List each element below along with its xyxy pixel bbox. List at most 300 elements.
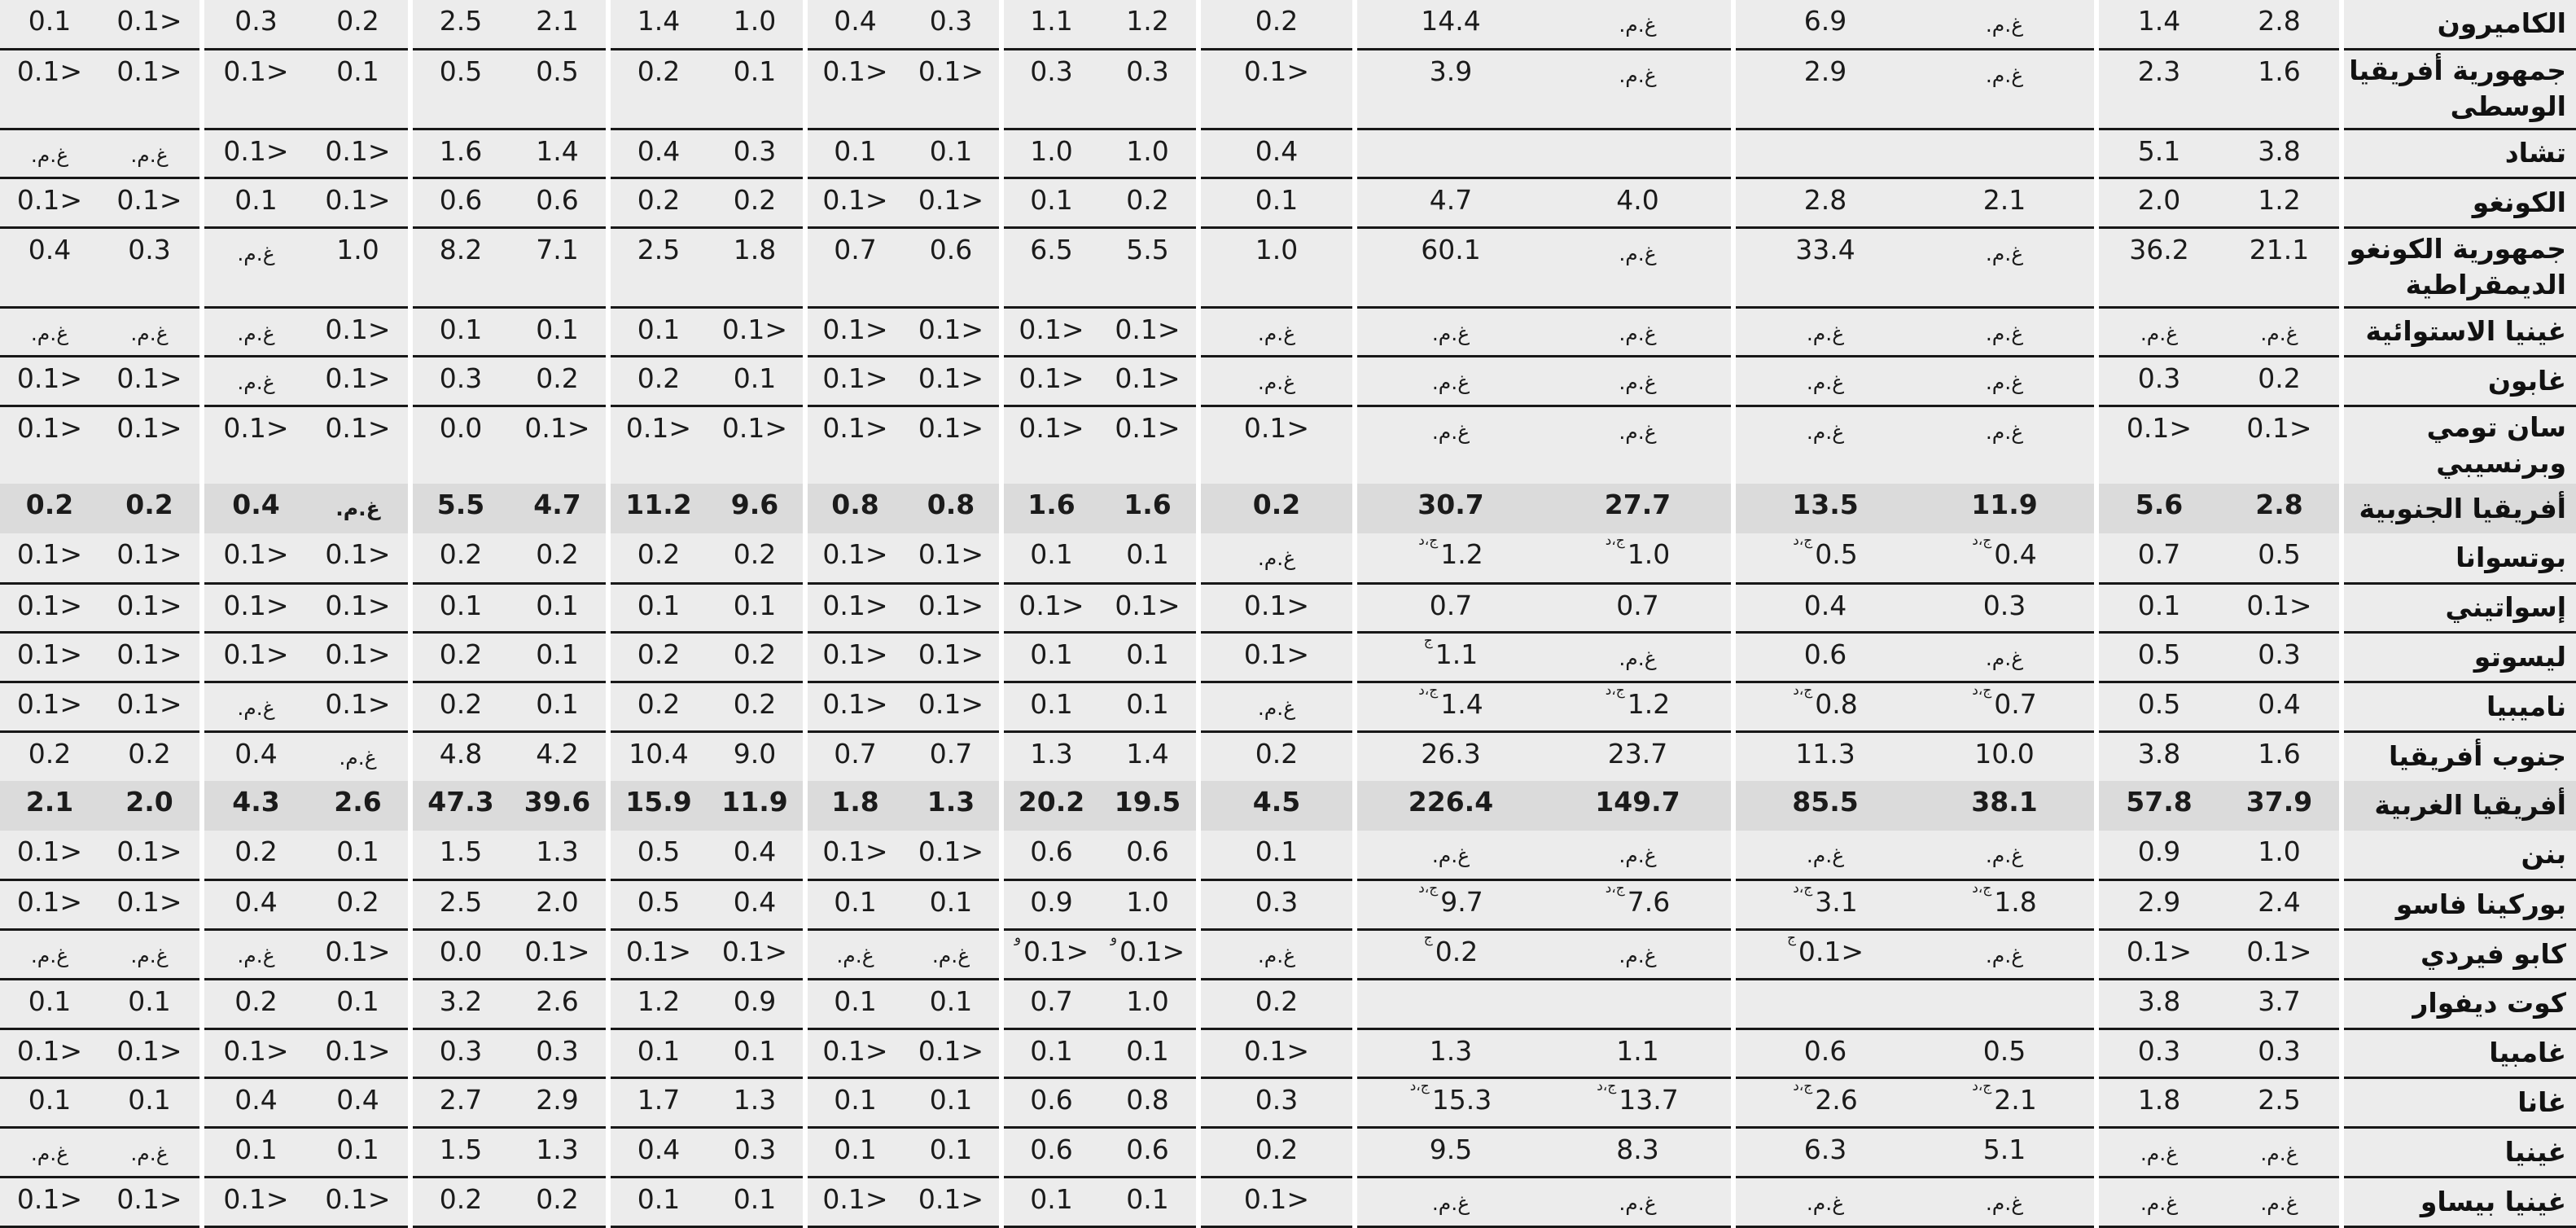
- footnote-mark: ج: [1786, 930, 1796, 946]
- table-cell: [1915, 406, 2094, 485]
- cell-value: 0.1: [2137, 589, 2181, 621]
- table-cell: [611, 831, 707, 880]
- table-cell: [2099, 129, 2219, 178]
- cell-value: 0.1: [929, 985, 973, 1017]
- row-header-country: أفريقيا الجنوبية: [2344, 484, 2576, 533]
- cell-value: 0.4: [637, 1134, 681, 1166]
- table-cell: [99, 781, 199, 831]
- cell-value: 2.8: [2258, 5, 2301, 37]
- cell-value: 0.1: [336, 835, 379, 867]
- cell-value: 0.1>: [524, 936, 590, 967]
- table-cell: [808, 484, 903, 533]
- cell-value: 0.5: [2137, 638, 2181, 671]
- table-cell: [1357, 880, 1544, 930]
- cell-value: 0.9: [2137, 835, 2181, 867]
- cell-value: 0.1>: [223, 589, 289, 621]
- cell-value: غ.م.: [2260, 1142, 2298, 1166]
- table-cell: [611, 583, 707, 633]
- table-cell: [1099, 484, 1196, 533]
- table-cell: [509, 406, 606, 485]
- table-cell: [1544, 583, 1731, 633]
- table-cell: [509, 357, 606, 406]
- table-cell: [308, 930, 408, 980]
- cell-value: 0.1>: [822, 184, 888, 217]
- table-cell: [808, 1177, 903, 1226]
- table-row: [0, 731, 2576, 781]
- table-cell: [2099, 731, 2219, 781]
- cell-value: 7.1: [536, 234, 579, 266]
- footnote-mark: ج،د: [1409, 1078, 1430, 1095]
- table-cell: [413, 484, 509, 533]
- table-cell: [1004, 979, 1099, 1028]
- cell-value: 2.3: [2137, 55, 2181, 88]
- cell-value: 3.1: [1815, 886, 1858, 919]
- cell-value: 2.7: [439, 1084, 483, 1116]
- cell-value: 0.1>: [1115, 362, 1181, 395]
- cell-value: 2.0: [536, 886, 579, 919]
- table-cell: [509, 682, 606, 732]
- cell-value: 0.6: [1126, 1134, 1169, 1166]
- table-cell: [99, 1028, 199, 1078]
- table-cell: [1201, 1028, 1352, 1078]
- table-cell: [204, 583, 308, 633]
- cell-value: 0.1: [1255, 835, 1299, 867]
- table-cell: [1357, 682, 1544, 732]
- table-cell: [308, 50, 408, 129]
- table-cell: [1201, 1078, 1352, 1128]
- footnote-mark: و: [1110, 930, 1118, 946]
- table-cell: [509, 930, 606, 980]
- cell-value: 0.2: [439, 538, 483, 571]
- cell-value: 0.1>: [223, 55, 289, 88]
- cell-value: غ.م.: [2260, 1191, 2298, 1215]
- cell-value: 0.1: [1030, 538, 1073, 571]
- cell-value: 0.5: [637, 835, 681, 867]
- cell-value: 0.1>: [918, 835, 984, 867]
- row-header-country: إسواتيني: [2344, 583, 2576, 633]
- table-cell: [0, 1128, 99, 1178]
- footnote-mark: ج،د: [1793, 880, 1813, 897]
- cell-value: 9.5: [1429, 1134, 1473, 1166]
- table-cell: [2219, 228, 2339, 307]
- table-row: [0, 50, 2576, 129]
- cell-value: غ.م.: [1619, 1191, 1657, 1215]
- table-cell: [1544, 406, 1731, 485]
- table-cell: [707, 0, 803, 50]
- table-row: [0, 1128, 2576, 1178]
- table-cell: [1201, 1128, 1352, 1178]
- table-cell: [204, 357, 308, 406]
- cell-value: 0.1>: [1115, 412, 1181, 445]
- cell-value: 0.1: [1255, 184, 1299, 217]
- row-header-country: جمهورية أفريقيا الوسطى: [2344, 50, 2576, 129]
- row-header-country: جمهورية الكونغو الديمقراطية: [2344, 228, 2576, 307]
- table-cell: [1544, 731, 1731, 781]
- cell-value: غ.م.: [1619, 321, 1657, 345]
- table-cell: [611, 1128, 707, 1178]
- table-cell: [1004, 930, 1099, 980]
- cell-value: 0.6: [1030, 1084, 1073, 1116]
- table-cell: [2219, 979, 2339, 1028]
- cell-value: 0.2: [733, 184, 777, 217]
- table-cell: [808, 831, 903, 880]
- cell-value: 0.8: [1815, 688, 1858, 721]
- table-cell: [808, 880, 903, 930]
- cell-value: 3.8: [2137, 985, 2181, 1017]
- cell-value: 4.2: [536, 737, 579, 770]
- cell-value: 0.1>: [918, 538, 984, 571]
- table-cell: [308, 880, 408, 930]
- cell-value: 10.0: [1974, 737, 2035, 770]
- cell-value: 0.2: [1435, 936, 1479, 967]
- table-cell: [1004, 357, 1099, 406]
- cell-value: 0.1>: [223, 638, 289, 671]
- cell-value: 1.0: [1627, 538, 1671, 571]
- table-cell: [2219, 930, 2339, 980]
- cell-value: 2.8: [2255, 489, 2303, 521]
- cell-value: 0.1>: [16, 1034, 83, 1067]
- cell-value: 0.2: [536, 362, 579, 395]
- cell-value: 1.3: [536, 1134, 579, 1166]
- cell-value: 4.5: [1252, 786, 1301, 818]
- table-cell: [1357, 406, 1544, 485]
- cell-value: 2.9: [2137, 886, 2181, 919]
- cell-value: 2.8: [1803, 184, 1847, 217]
- table-cell: [1201, 633, 1352, 682]
- cell-value: 0.9: [1030, 886, 1073, 919]
- cell-value: 0.1>: [16, 538, 83, 571]
- table-cell: [707, 1028, 803, 1078]
- table-cell: [2219, 50, 2339, 129]
- cell-value: غ.م.: [1985, 13, 2024, 37]
- cell-value: 1.2: [1440, 538, 1483, 571]
- cell-value: 0.0: [439, 412, 483, 445]
- table-cell: [413, 979, 509, 1028]
- cell-value: غ.م.: [931, 944, 970, 967]
- cell-value: غ.م.: [1985, 647, 2024, 671]
- table-cell: [1201, 979, 1352, 1028]
- table-cell: [611, 979, 707, 1028]
- table-cell: [308, 228, 408, 307]
- table-cell: [1004, 0, 1099, 50]
- table-cell: [611, 357, 707, 406]
- cell-value: 1.0: [1030, 134, 1073, 167]
- cell-value: غ.م.: [130, 143, 169, 167]
- table-cell: [1736, 406, 1915, 485]
- cell-value: غ.م.: [1619, 843, 1657, 867]
- table-cell: [1099, 0, 1196, 50]
- cell-value: 0.1>: [918, 1034, 984, 1067]
- cell-value: 1.3: [536, 835, 579, 867]
- cell-value: 0.7: [1030, 985, 1073, 1017]
- table-cell: [2099, 1177, 2219, 1226]
- table-cell: [99, 0, 199, 50]
- cell-value: 2.9: [1803, 55, 1847, 88]
- table-cell: [308, 633, 408, 682]
- cell-value: 0.1: [1030, 638, 1073, 671]
- table-cell: [509, 781, 606, 831]
- cell-value: 0.2: [234, 835, 278, 867]
- table-cell: [204, 1028, 308, 1078]
- cell-value: غ.م.: [130, 321, 169, 345]
- cell-value: 1.8: [831, 786, 879, 818]
- cell-value: 0.1>: [822, 835, 888, 867]
- table-cell: [308, 781, 408, 831]
- table-cell: [99, 930, 199, 980]
- cell-value: 9.6: [730, 489, 779, 521]
- table-cell: [1201, 831, 1352, 880]
- cell-value: 0.3: [929, 5, 973, 37]
- table-cell: [1915, 484, 2094, 533]
- table-cell: [903, 50, 999, 129]
- cell-value: 0.1>: [16, 638, 83, 671]
- table-cell: [204, 307, 308, 357]
- cell-value: 0.2: [1255, 5, 1299, 37]
- cell-value: 0.4: [234, 1084, 278, 1116]
- table-row: [0, 781, 2576, 831]
- cell-value: غ.م.: [1985, 321, 2024, 345]
- cell-value: 0.4: [232, 489, 280, 521]
- cell-value: 0.3: [2137, 1034, 2181, 1067]
- cell-value: 0.1>: [116, 55, 182, 88]
- table-cell: [1736, 633, 1915, 682]
- table-cell: [903, 228, 999, 307]
- cell-value: 0.1: [336, 1134, 379, 1166]
- cell-value: 0.1: [637, 1182, 681, 1215]
- table-cell: [808, 583, 903, 633]
- table-cell: [99, 228, 199, 307]
- cell-value: غ.م.: [130, 1142, 169, 1166]
- cell-value: 0.1>: [2126, 412, 2193, 445]
- cell-value: 2.5: [637, 234, 681, 266]
- table-row: [0, 0, 2576, 50]
- table-cell: [707, 533, 803, 583]
- cell-value: 0.1: [834, 985, 877, 1017]
- table-cell: [1099, 633, 1196, 682]
- table-cell: [204, 831, 308, 880]
- table-cell: [204, 1078, 308, 1128]
- cell-value: غ.م.: [1806, 420, 1845, 445]
- table-cell: [1201, 533, 1352, 583]
- table-cell: [99, 178, 199, 228]
- cell-value: 85.5: [1792, 786, 1859, 818]
- cell-value: 0.1>: [721, 412, 788, 445]
- table-cell: [1201, 178, 1352, 228]
- table-cell: [903, 307, 999, 357]
- cell-value: 4.7: [533, 489, 581, 521]
- cell-value: 0.7: [929, 737, 973, 770]
- table-cell: [413, 357, 509, 406]
- cell-value: 0.1>: [625, 936, 692, 967]
- table-cell: [509, 633, 606, 682]
- cell-value: 0.7: [2137, 538, 2181, 571]
- table-cell: [1544, 682, 1731, 732]
- cell-value: 0.1: [28, 1084, 72, 1116]
- cell-value: 0.1: [733, 589, 777, 621]
- cell-value: 0.1>: [822, 688, 888, 721]
- table-cell: [2219, 880, 2339, 930]
- cell-value: 1.0: [1126, 134, 1169, 167]
- table-cell: [1544, 979, 1731, 1028]
- cell-value: 0.1: [1030, 688, 1073, 721]
- cell-value: 0.1>: [116, 184, 182, 217]
- cell-value: 0.1>: [223, 538, 289, 571]
- table-cell: [1099, 583, 1196, 633]
- table-cell: [808, 1078, 903, 1128]
- table-cell: [204, 1177, 308, 1226]
- table-cell: [2219, 357, 2339, 406]
- cell-value: 30.7: [1417, 489, 1484, 521]
- table-cell: [2219, 1078, 2339, 1128]
- table-cell: [1736, 979, 1915, 1028]
- table-cell: [1736, 178, 1915, 228]
- cell-value: غ.م.: [130, 944, 169, 967]
- cell-value: غ.م.: [237, 242, 275, 266]
- cell-value: غ.م.: [2140, 1142, 2179, 1166]
- table-cell: [611, 533, 707, 583]
- cell-value: غ.م.: [1431, 371, 1470, 395]
- cell-value: 0.3: [1982, 589, 2026, 621]
- table-row: [0, 930, 2576, 980]
- cell-value: 21.1: [2249, 234, 2310, 266]
- table-row: [0, 682, 2576, 732]
- cell-value: 0.1>: [918, 55, 984, 88]
- table-cell: [308, 1177, 408, 1226]
- table-cell: [2219, 781, 2339, 831]
- table-cell: [99, 357, 199, 406]
- table-cell: [1736, 1128, 1915, 1178]
- cell-value: 0.1: [234, 1134, 278, 1166]
- cell-value: 36.2: [2129, 234, 2189, 266]
- table-cell: [903, 0, 999, 50]
- cell-value: 0.0: [439, 936, 483, 967]
- table-cell: [808, 228, 903, 307]
- table-cell: [204, 1128, 308, 1178]
- cell-value: 0.2: [128, 737, 171, 770]
- table-cell: [204, 979, 308, 1028]
- cell-value: غ.م.: [1806, 843, 1845, 867]
- table-cell: [611, 178, 707, 228]
- table-cell: [1544, 178, 1731, 228]
- table-cell: [308, 1028, 408, 1078]
- table-cell: [1736, 930, 1915, 980]
- cell-value: 0.1>: [223, 412, 289, 445]
- table-cell: [509, 129, 606, 178]
- table-cell: [0, 880, 99, 930]
- cell-value: 1.5: [439, 1134, 483, 1166]
- cell-value: غ.م.: [1806, 1191, 1845, 1215]
- table-cell: [2099, 307, 2219, 357]
- cell-value: 0.6: [1126, 835, 1169, 867]
- table-cell: [903, 1177, 999, 1226]
- table-cell: [611, 930, 707, 980]
- cell-value: 0.2: [125, 489, 173, 521]
- cell-value: 10.4: [629, 737, 689, 770]
- table-cell: [1099, 979, 1196, 1028]
- cell-value: غ.م.: [1619, 420, 1657, 445]
- table-cell: [204, 633, 308, 682]
- cell-value: 0.2: [637, 538, 681, 571]
- table-cell: [413, 1078, 509, 1128]
- cell-value: 0.1: [733, 362, 777, 395]
- cell-value: 2.4: [2258, 886, 2301, 919]
- cell-value: 0.1>: [1115, 589, 1181, 621]
- table-cell: [707, 406, 803, 485]
- cell-value: 0.1>: [16, 184, 83, 217]
- cell-value: 0.1>: [223, 134, 289, 167]
- table-cell: [2099, 633, 2219, 682]
- table-cell: [903, 533, 999, 583]
- cell-value: 0.1>: [918, 184, 984, 217]
- table-row: [0, 1177, 2576, 1226]
- cell-value: غ.م.: [1257, 371, 1296, 395]
- table-cell: [1099, 1177, 1196, 1226]
- cell-value: 0.1: [929, 1134, 973, 1166]
- cell-value: 0.2: [25, 489, 74, 521]
- cell-value: غ.م.: [836, 944, 874, 967]
- table-cell: [808, 781, 903, 831]
- table-cell: [611, 633, 707, 682]
- cell-value: 0.1>: [223, 1034, 289, 1067]
- cell-value: 2.0: [125, 786, 173, 818]
- table-cell: [1201, 880, 1352, 930]
- cell-value: 1.8: [1994, 886, 2037, 919]
- table-cell: [413, 880, 509, 930]
- table-cell: [707, 731, 803, 781]
- cell-value: 2.6: [1815, 1084, 1858, 1116]
- table-cell: [1004, 533, 1099, 583]
- row-header-country: جنوب أفريقيا: [2344, 731, 2576, 781]
- table-cell: [2219, 307, 2339, 357]
- table-cell: [308, 533, 408, 583]
- cell-value: 0.1>: [16, 1182, 83, 1215]
- table-cell: [707, 1177, 803, 1226]
- footnote-mark: ج،د: [1605, 682, 1625, 700]
- cell-value: 1.1: [1435, 638, 1479, 671]
- cell-value: 0.3: [234, 5, 278, 37]
- row-header-country: كابو فيردي: [2344, 930, 2576, 980]
- table-cell: [1544, 357, 1731, 406]
- cell-value: 1.0: [1126, 985, 1169, 1017]
- cell-value: 6.9: [1803, 5, 1847, 37]
- table-cell: [1736, 831, 1915, 880]
- table-cell: [1201, 731, 1352, 781]
- table-cell: [413, 583, 509, 633]
- cell-value: 0.1: [536, 313, 579, 345]
- table-cell: [308, 0, 408, 50]
- table-row: [0, 1028, 2576, 1078]
- cell-value: غ.م.: [1619, 647, 1657, 671]
- cell-value: 60.1: [1421, 234, 1481, 266]
- cell-value: 0.2: [1255, 1134, 1299, 1166]
- cell-value: غ.م.: [1985, 242, 2024, 266]
- table-cell: [1099, 307, 1196, 357]
- table-cell: [308, 357, 408, 406]
- table-row: [0, 880, 2576, 930]
- table-cell: [1915, 583, 2094, 633]
- table-cell: [509, 1078, 606, 1128]
- table-cell: [1736, 307, 1915, 357]
- table-cell: [1357, 831, 1544, 880]
- cell-value: غ.م.: [1431, 843, 1470, 867]
- cell-value: 0.6: [1030, 835, 1073, 867]
- table-cell: [204, 682, 308, 732]
- cell-value: غ.م.: [237, 944, 275, 967]
- table-cell: [808, 979, 903, 1028]
- table-cell: [903, 484, 999, 533]
- table-cell: [99, 633, 199, 682]
- cell-value: 0.1>: [2126, 936, 2193, 967]
